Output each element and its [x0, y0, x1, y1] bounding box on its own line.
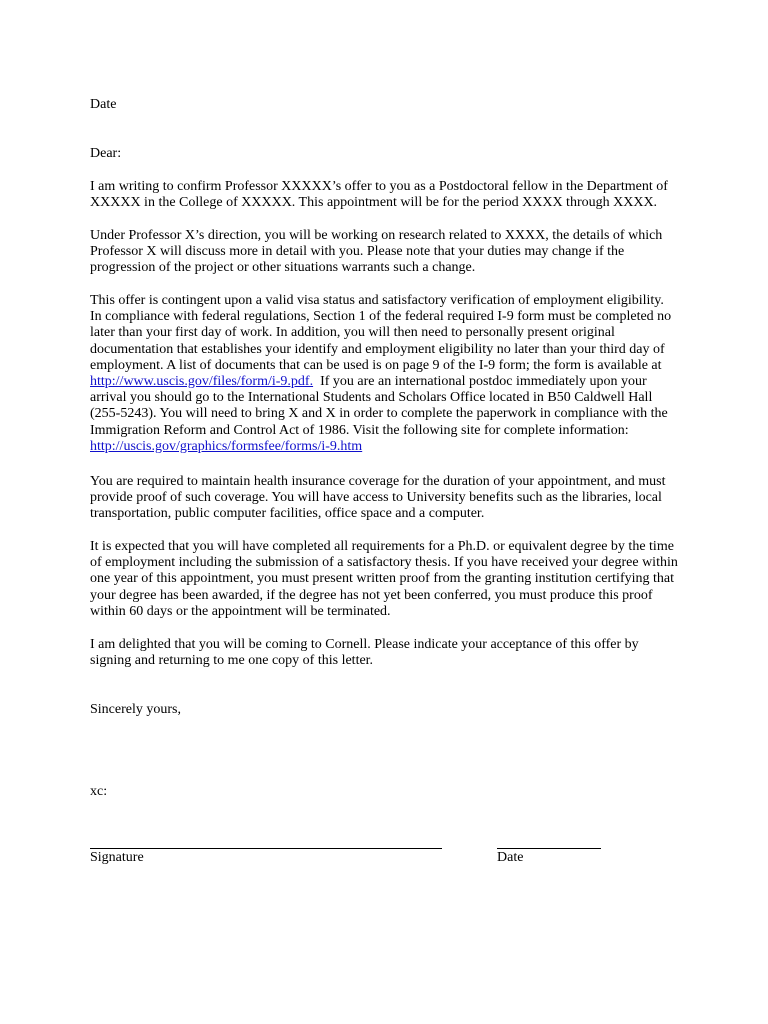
- cc-label: xc:: [90, 784, 108, 799]
- paragraph-line: your degree has been awarded, if the degree has not yet been conferred, you must produce this proof: [90, 587, 653, 603]
- paragraph-line: (255-5243). You will need to bring X and X in order to complete the paperwork in compliance with the: [90, 406, 668, 422]
- paragraph-line: signing and returning to me one copy of this letter.: [90, 653, 374, 669]
- uscis-info-link[interactable]: http://uscis.gov/graphics/formsfee/forms/i-9.htm: [90, 438, 363, 454]
- paragraph-line: I am delighted that you will be coming to Cornell. Please indicate your acceptance of this offer by: [90, 637, 639, 652]
- paragraph-line: XXXXX in the College of XXXXX. This appointment will be for the period XXXX through XXXX.: [90, 195, 658, 211]
- paragraph-line: employment. A list of documents that can be used is on page 9 of the I-9 form; the form is available at: [90, 357, 662, 373]
- paragraph-line: I am writing to confirm Professor XXXXX’s offer to you as a Postdoctoral fellow in the Department of: [90, 179, 668, 194]
- paragraph-line: Immigration Reform and Control Act of 1986. Visit the following site for complete information:: [90, 422, 629, 438]
- paragraph-insurance: [90, 474, 680, 523]
- paragraph-line: In compliance with federal regulations, Section 1 of the federal required I-9 form must be completed no: [90, 309, 672, 325]
- paragraph-degree: [90, 539, 680, 620]
- paragraph-acceptance: [90, 637, 680, 669]
- paragraph-line: Professor X will discuss more in detail with you. Please note that your duties may change if the: [90, 244, 625, 260]
- paragraph-offer: [90, 179, 680, 211]
- paragraph-line: progression of the project or other situations warrants such a change.: [90, 260, 476, 276]
- closing: [90, 702, 680, 718]
- paragraph-line: documentation that establishes your identify and employment eligibility no later than your third day of: [90, 341, 665, 357]
- closing-text: Sincerely yours,: [90, 702, 181, 717]
- paragraph-direction: [90, 228, 680, 277]
- date-line: [90, 97, 680, 113]
- signature-line[interactable]: [90, 834, 442, 849]
- signature-date-label: Date: [497, 850, 524, 865]
- link-trailing-text: If you are an international postdoc immediately upon your: [313, 374, 647, 390]
- paragraph-line: arrival you should go to the International Students and Scholars Office located in B50 Caldwell Hall: [90, 390, 653, 406]
- paragraph-line: later than your first day of work. In addition, you will then need to personally present original: [90, 325, 615, 341]
- paragraph-line: of employment including the submission of a satisfactory thesis. If you have received your degree within: [90, 555, 678, 571]
- paragraph-line-link: [90, 439, 680, 455]
- paragraph-line: within 60 days or the appointment will be terminated.: [90, 603, 391, 619]
- cc-line: [90, 784, 680, 800]
- signature-label: Signature: [90, 850, 144, 865]
- date-label: Date: [90, 97, 117, 112]
- paragraph-line-with-link: [90, 374, 680, 390]
- salutation: [90, 146, 680, 162]
- i9-form-link[interactable]: http://www.uscis.gov/files/form/i-9.pdf.: [90, 374, 314, 390]
- paragraph-line: one year of this appointment, you must present written proof from the granting institution certifying that: [90, 571, 674, 587]
- paragraph-line: transportation, public computer facilities, office space and a computer.: [90, 506, 485, 522]
- signature-date-line[interactable]: [497, 834, 601, 849]
- paragraph-line: Under Professor X’s direction, you will be working on research related to XXXX, the details of which: [90, 228, 663, 243]
- paragraph-line: You are required to maintain health insurance coverage for the duration of your appointment, and must: [90, 474, 666, 489]
- paragraph-line: provide proof of such coverage. You will have access to University benefits such as the libraries, local: [90, 490, 662, 506]
- paragraph-line: This offer is contingent upon a valid visa status and satisfactory verification of employment eligibility.: [90, 293, 664, 308]
- paragraph-eligibility: [90, 293, 680, 455]
- salutation-text: Dear:: [90, 146, 122, 161]
- paragraph-line: It is expected that you will have completed all requirements for a Ph.D. or equivalent degree by the time: [90, 539, 674, 554]
